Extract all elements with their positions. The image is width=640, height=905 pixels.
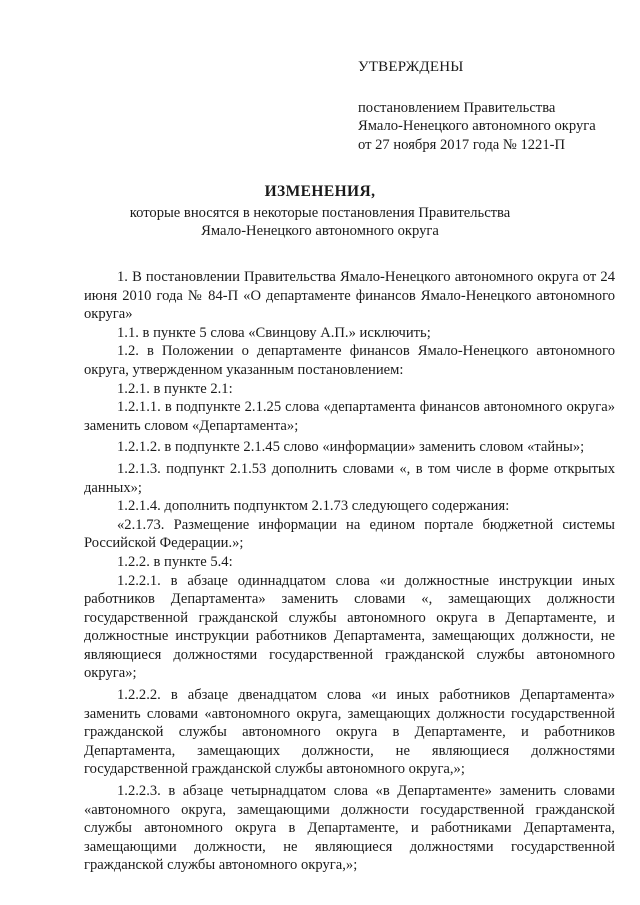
paragraph: 1.2.1.1. в подпункте 2.1.25 слова «департамента финансов автономного округа» заменить словом «Департамента»;: [84, 399, 615, 434]
paragraph: 1.2.2.1. в абзаце одиннадцатом слова «и должностные инструкции иных работников Департамента» заменить словами «, замещающих должности государственной гражданской службы автономного округа в Департаменте, и должностные инструкции работников Департамента, замещающих должности, не являющиеся должностями государственной гражданской службы автономного округа»;: [84, 572, 615, 682]
approval-line: от 27 ноября 2017 года № 1221-П: [358, 136, 566, 153]
paragraph: 1.2.2. в пункте 5.4:: [117, 553, 233, 570]
paragraph: 1.1. в пункте 5 слова «Свинцову А.П.» исключить;: [117, 324, 431, 341]
paragraph: 1. В постановлении Правительства Ямало-Ненецкого автономного округа от 24 июня 2010 года № 84-П «О департаменте финансов Ямало-Ненецкого автономного округа»: [84, 269, 615, 323]
paragraph: 1.2.1.2. в подпункте 2.1.45 слово «информации» заменить словом «тайны»;: [117, 439, 585, 456]
paragraph: 1.2.2.3. в абзаце четырнадцатом слова «в Департаменте» заменить словами «автономного округа, замещающими должности государственной гражданской службы автономного округа в Департаменте, и работниками Департамента, замещающими должности, не являющиеся должностями государственной гражданской службы автономного округа,»;: [84, 783, 615, 874]
heading-subtitle-line: которые вносятся в некоторые постановления Правительства: [129, 204, 511, 221]
approval-block: [358, 58, 608, 154]
paragraph: 1.2.1. в пункте 2.1:: [117, 380, 233, 397]
heading-title: ИЗМЕНЕНИЯ,: [264, 183, 376, 200]
approval-line: Ямало-Ненецкого автономного округа: [358, 118, 596, 135]
document-body: [84, 268, 615, 875]
paragraph: 1.2.2.2. в абзаце двенадцатом слова «и иных работников Департамента» заменить словами «автономного округа, замещающих должности государственной гражданской службы автономного округа в Департаменте, и работников Департамента, замещающих должности, не являющиеся должностями государственной гражданской службы автономного округа,»;: [84, 687, 615, 778]
document-heading: [84, 183, 556, 241]
paragraph: 1.2.1.4. дополнить подпунктом 2.1.73 следующего содержания:: [117, 498, 510, 515]
paragraph: 1.2.1.3. подпункт 2.1.53 дополнить словами «, в том числе в форме открытых данных»;: [84, 460, 615, 496]
paragraph: «2.1.73. Размещение информации на едином портале бюджетной системы Российской Федерации.»;: [84, 516, 615, 552]
paragraph: 1.2. в Положении о департаменте финансов Ямало-Ненецкого автономного округа, утвержденном указанным постановлением:: [84, 343, 615, 378]
approval-title: УТВЕРЖДЕНЫ: [358, 59, 464, 75]
heading-subtitle-line: Ямало-Ненецкого автономного округа: [201, 223, 439, 240]
approval-line: постановлением Правительства: [358, 99, 556, 116]
